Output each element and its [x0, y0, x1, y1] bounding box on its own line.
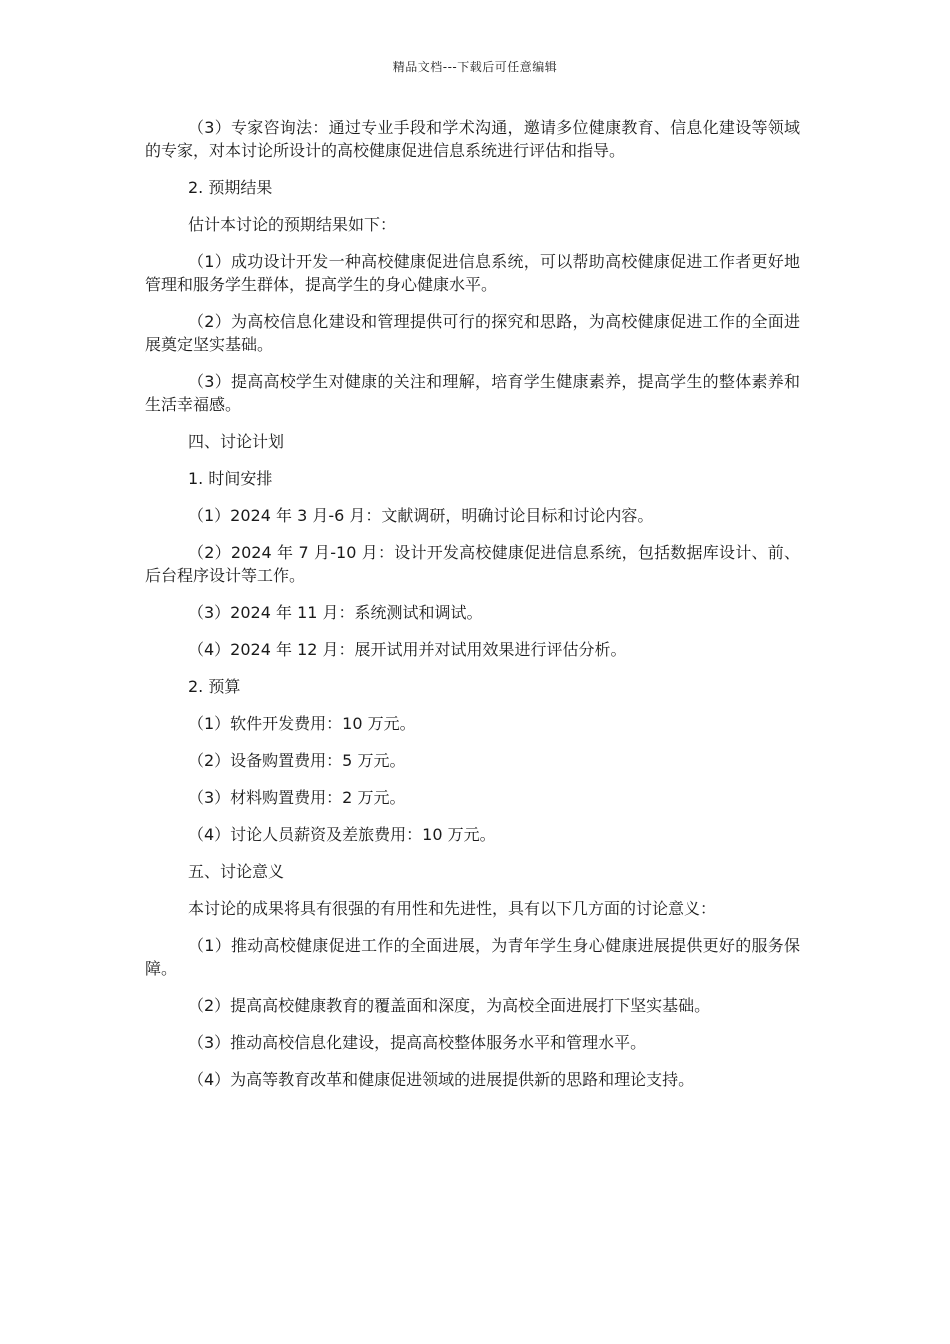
- list-item: （3）材料购置费用：2 万元。: [188, 788, 406, 807]
- document-body: [145, 116, 800, 1105]
- heading-budget: 2. 预算: [188, 677, 241, 696]
- list-item: （4）2024 年 12 月：展开试用并对试用效果进行评估分析。: [188, 640, 627, 659]
- list-item: （2）提高高校健康教育的覆盖面和深度，为高校全面进展打下坚实基础。: [188, 996, 711, 1015]
- list-item: （1）推动高校健康促进工作的全面进展，为青年学生身心健康进展提供更好的服务保障。: [145, 936, 800, 978]
- page-header: 精品文档---下载后可任意编辑: [392, 60, 558, 74]
- list-item: （3）2024 年 11 月：系统测试和调试。: [188, 603, 483, 622]
- list-item: （2）设备购置费用：5 万元。: [188, 751, 406, 770]
- paragraph-expected-results-intro: 估计本讨论的预期结果如下：: [188, 215, 397, 234]
- heading-schedule: 1. 时间安排: [188, 469, 273, 488]
- list-item: （1）成功设计开发一种高校健康促进信息系统，可以帮助高校健康促进工作者更好地管理和服务学生群体，提高学生的身心健康水平。: [145, 252, 800, 294]
- list-item: （4）为高等教育改革和健康促进领域的进展提供新的思路和理论支持。: [188, 1070, 695, 1089]
- list-item: （2）为高校信息化建设和管理提供可行的探究和思路，为高校健康促进工作的全面进展奠定坚实基础。: [145, 312, 800, 354]
- list-item: （3）推动高校信息化建设，提高高校整体服务水平和管理水平。: [188, 1033, 647, 1052]
- paragraph-significance-intro: 本讨论的成果将具有很强的有用性和先进性，具有以下几方面的讨论意义：: [188, 899, 717, 918]
- section-heading-significance: 五、讨论意义: [188, 862, 285, 881]
- paragraph-expert-consultation: （3）专家咨询法：通过专业手段和学术沟通，邀请多位健康教育、信息化建设等领域的专家，对本讨论所设计的高校健康促进信息系统进行评估和指导。: [145, 118, 800, 160]
- section-heading-research-plan: 四、讨论计划: [188, 432, 285, 451]
- list-item: （3）提高高校学生对健康的关注和理解，培育学生健康素养，提高学生的整体素养和生活幸福感。: [145, 372, 800, 414]
- list-item: （1）2024 年 3 月-6 月：文献调研，明确讨论目标和讨论内容。: [188, 506, 654, 525]
- list-item: （4）讨论人员薪资及差旅费用：10 万元。: [188, 825, 496, 844]
- list-item: （1）软件开发费用：10 万元。: [188, 714, 416, 733]
- heading-expected-results: 2. 预期结果: [188, 178, 273, 197]
- list-item: （2）2024 年 7 月-10 月：设计开发高校健康促进信息系统，包括数据库设计、前、后台程序设计等工作。: [145, 543, 800, 585]
